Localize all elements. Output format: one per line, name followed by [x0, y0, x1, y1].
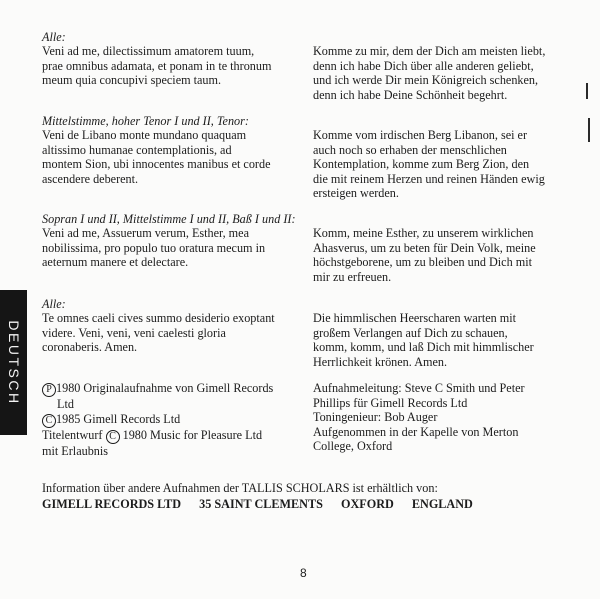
info-line: Information über andere Aufnahmen der TALLIS SCHOLARS ist erhältlich von: [42, 481, 438, 495]
section3-german [313, 226, 563, 284]
credit-line: College, Oxford [313, 439, 393, 454]
credit-line: Phillips für Gimell Records Ltd [313, 395, 468, 410]
text-line: Herrlichkeit krönen. Amen. [313, 354, 448, 369]
credit-line: Ltd [57, 397, 74, 411]
address-country: ENGLAND [411, 497, 473, 511]
credit-line: Aufgenommen in der Kapelle von Merton [313, 424, 519, 439]
language-side-tab [0, 290, 27, 435]
text-line: montem Sion, ubi innocentes manibus et corde [42, 157, 271, 172]
copyright-icon: C [106, 430, 120, 444]
section1-latin [42, 44, 294, 88]
credit-text: Titelentwurf [42, 427, 103, 442]
text-line: coronaberis. Amen. [42, 340, 138, 355]
text-line: prae omnibus adamata, et ponam in te thronum [42, 58, 272, 73]
text-line: Ahasverus, um zu beten für Dein Volk, meine [313, 240, 536, 255]
text-line: Die himmlischen Heerscharen warten mit [313, 311, 517, 325]
section2-heading: Mittelstimme, hoher Tenor I und II, Tenor: [42, 114, 249, 128]
credit-text: 1985 Gimell Records Ltd [56, 411, 181, 426]
text-line: Komme vom irdischen Berg Libanon, sei er [313, 128, 528, 142]
address-street: 35 SAINT CLEMENTS [199, 497, 323, 511]
credit-line: mit Erlaubnis [42, 443, 109, 458]
text-line: höchstgeborene, um zu bleiben und Dich mit [313, 255, 532, 270]
text-line: komm, komm, und laß Dich mit himmlischer [313, 340, 534, 355]
credit-text: 1980 Music for Pleasure Ltd [122, 427, 263, 442]
scan-edge-mark [588, 118, 590, 142]
text-line: aeternum manere et delectare. [42, 255, 189, 270]
section1-german [313, 44, 561, 102]
text-line: Kontemplation, komme zum Berg Zion, den [313, 157, 530, 172]
phonogram-icon: P [42, 383, 56, 397]
text-line: ascendere deberent. [42, 171, 139, 186]
text-line: großem Verlangen auf Dich zu schauen, [313, 325, 508, 340]
credits-left [42, 381, 300, 458]
section2-latin [42, 128, 294, 186]
side-tab-label: DEUTSCH [5, 319, 22, 406]
address-company: GIMELL RECORDS LTD [42, 497, 182, 511]
text-line: Veni ad me, dilectissimum amatorem tuum, [42, 44, 255, 58]
section3-latin [42, 226, 294, 270]
text-line: denn ich habe Dich über alle anderen geliebt, [313, 58, 534, 73]
text-line: auch noch so erhaben der menschlichen [313, 142, 507, 157]
text-line: Te omnes caeli cives summo desiderio exoptant [42, 311, 275, 325]
text-line: die mit reinem Herzen und reinen Händen ewig [313, 171, 545, 186]
text-line: nobilissima, pro populo tuo oratura mecum in [42, 240, 266, 255]
page-number: 8 [300, 566, 307, 580]
text-line: altissimo humanae contemplationis, ad [42, 142, 232, 157]
text-line: und ich werde Dir mein Königreich schenken, [313, 73, 539, 88]
credit-text: 1980 Originalaufnahme von Gimell Records [56, 381, 274, 395]
section4-german [313, 311, 563, 369]
text-line: meum quia concupivi speciem taum. [42, 73, 222, 88]
credit-line [42, 381, 300, 397]
text-line: Veni ad me, Assuerum verum, Esther, mea [42, 226, 249, 240]
address-city: OXFORD [340, 497, 394, 511]
credit-line [42, 428, 300, 444]
text-line: ersteigen werden. [313, 186, 399, 201]
address-line [42, 497, 473, 512]
section1-heading: Alle: [42, 30, 66, 44]
copyright-icon: C [42, 414, 56, 428]
section2-german [313, 128, 563, 201]
text-line: Komme zu mir, dem der Dich am meisten liebt, [313, 44, 546, 58]
credit-line: Aufnahmeleitung: Steve C Smith und Peter [313, 381, 525, 395]
text-line: denn ich habe Deine Schönheit begehrt. [313, 87, 508, 102]
text-line: mir zu erfreuen. [313, 269, 392, 284]
credit-line [42, 412, 300, 428]
section4-latin [42, 311, 294, 355]
credits-right [313, 381, 563, 454]
section4-heading: Alle: [42, 297, 66, 311]
text-line: Komm, meine Esther, zu unserem wirklichen [313, 226, 534, 240]
section3-heading: Sopran I und II, Mittelstimme I und II, Baß I und II: [42, 212, 296, 226]
credit-line: Toningenieur: Bob Auger [313, 410, 438, 425]
scan-edge-mark [586, 83, 588, 99]
text-line: videre. Veni, veni, veni caelesti gloria [42, 325, 226, 340]
text-line: Veni de Libano monte mundano quaquam [42, 128, 247, 142]
